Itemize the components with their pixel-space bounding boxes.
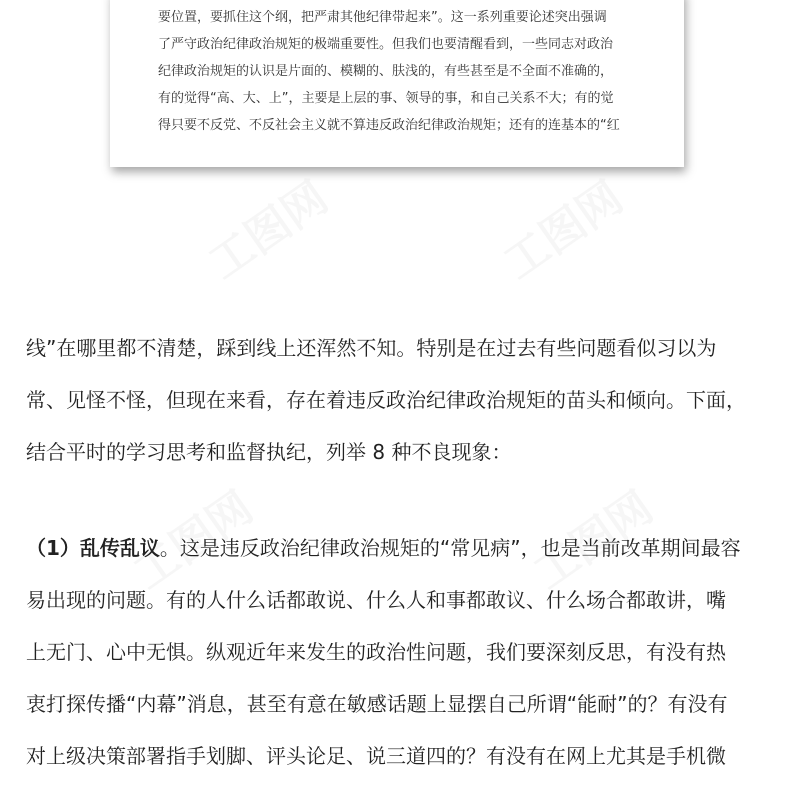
body-paragraph — [26, 522, 786, 782]
watermark: 工图网 — [494, 171, 633, 290]
section-heading: （1）乱传乱议 — [26, 536, 160, 560]
card-text-line: 了严守政治纪律政治规矩的极端重要性。但我们也要清醒看到，一些同志对政治 — [158, 37, 614, 52]
card-text-line: 纪律政治规矩的认识是片面的、模糊的、肤浅的，有些甚至是不全面不准确的， — [158, 64, 614, 79]
paragraph-line: 结合平时的学习思考和监督执纪，列举 8 种不良现象： — [26, 440, 512, 464]
paragraph-line: 常、见怪不怪，但现在来看，存在着违反政治纪律政治规矩的苗头和倾向。下面， — [26, 388, 746, 412]
paragraph-line: 上无门、心中无惧。纵观近年来发生的政治性问题，我们要深刻反思，有没有热 — [26, 640, 726, 664]
watermark: 工图网 — [524, 481, 663, 600]
watermark: 工图网 — [124, 481, 263, 600]
card-text-line: 得只要不反党、不反社会主义就不算违反政治纪律政治规矩；还有的连基本的“红 — [158, 118, 620, 133]
card-text-line: 有的觉得“高、大、上”，主要是上层的事、领导的事，和自己关系不大；有的觉 — [158, 91, 614, 106]
paragraph-line: 线”在哪里都不清楚，踩到线上还浑然不知。特别是在过去有些问题看似习以为 — [26, 336, 717, 360]
paragraph-line: 对上级决策部署指手划脚、评头论足、说三道四的？有没有在网上尤其是手机微 — [26, 744, 726, 768]
body-paragraph — [26, 322, 786, 478]
paragraph-line: 易出现的问题。有的人什么话都敢说、什么人和事都敢议、什么场合都敢讲，嘴 — [26, 588, 726, 612]
paragraph-first-line — [26, 522, 786, 574]
paragraph-line: 衷打探传播“内幕”消息，甚至有意在敏感话题上显摆自己所谓“能耐”的？有没有 — [26, 692, 728, 716]
paragraph-line-rest: 。这是违反政治纪律政治规矩的“常见病”，也是当前改革期间最容 — [159, 536, 741, 560]
watermark: 工图网 — [199, 171, 338, 290]
document-card — [110, 0, 684, 167]
card-text-line: 要位置，要抓住这个纲，把严肃其他纪律带起来”。这一系列重要论述突出强调 — [158, 10, 607, 25]
